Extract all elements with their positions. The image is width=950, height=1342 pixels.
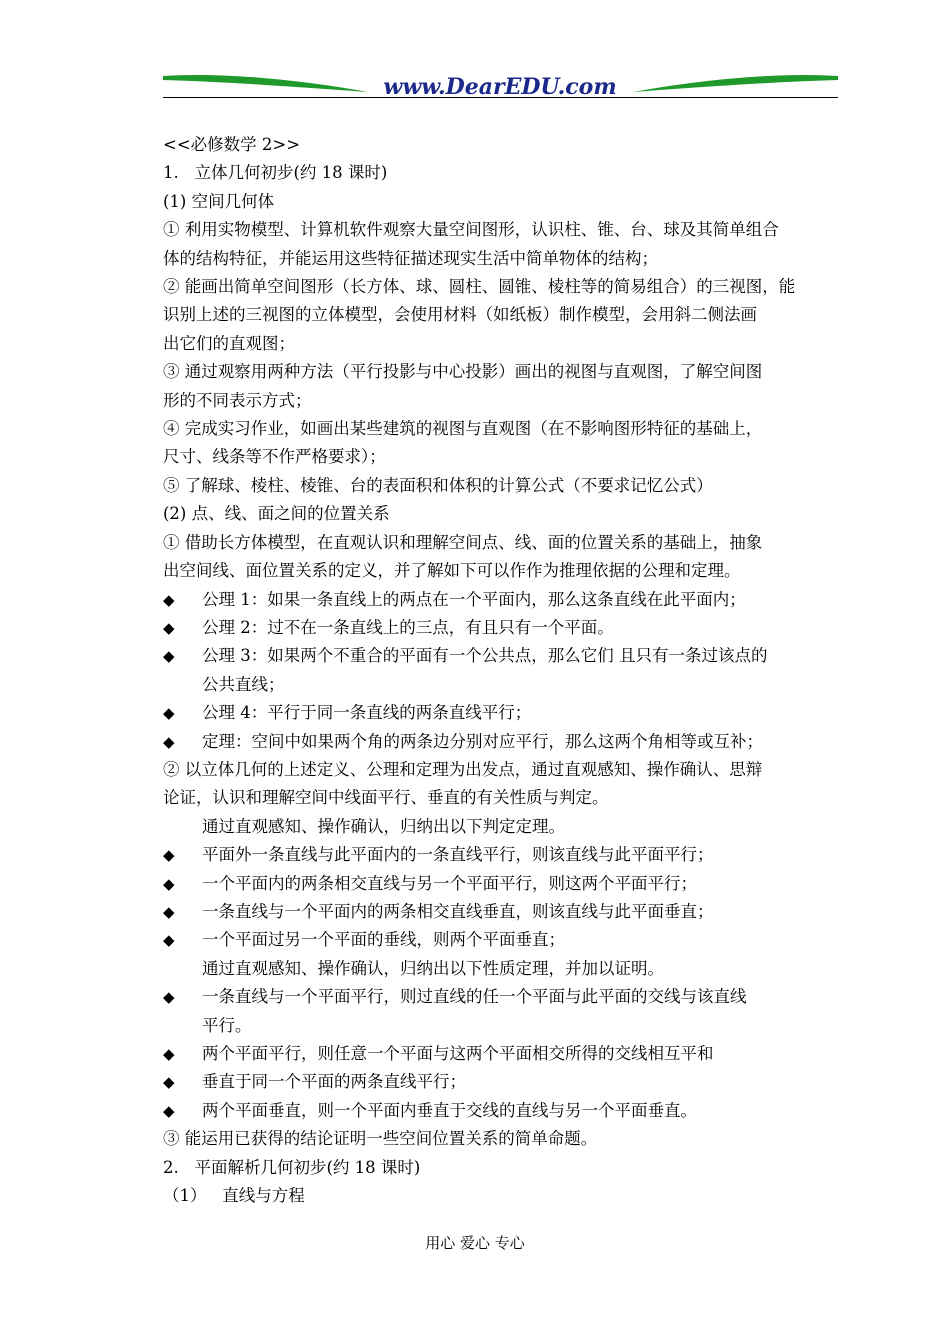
text-line: ③ 通过观察用两种方法（平行投影与中心投影）画出的视图与直观图，了解空间图	[163, 362, 763, 382]
bullet-diamond-icon: ◆	[163, 874, 175, 893]
judge-text: 一条直线与一个平面内的两条相交直线垂直，则该直线与此平面垂直；	[202, 901, 714, 921]
bullet-diamond-icon: ◆	[163, 931, 175, 950]
section-heading-2: 2. 平面解析几何初步(约 18 课时)	[163, 1157, 421, 1177]
subsection-heading-2-1: （1） 直线与方程	[163, 1186, 305, 1206]
theorem-text: 定理：空间中如果两个角的两条边分别对应平行，那么这两个角相等或互补；	[202, 731, 763, 751]
logo-text: www.DearEDU.com	[383, 74, 617, 100]
page-footer: 用心 爱心 专心	[425, 1234, 525, 1252]
property-item	[163, 1068, 843, 1096]
text-line: ② 能画出简单空间图形（长方体、球、圆柱、圆锥、棱柱等的简易组合）的三视图，能	[163, 277, 796, 297]
left-swoosh	[163, 75, 368, 92]
property-text: 垂直于同一个平面的两条直线平行；	[202, 1072, 466, 1092]
axiom-continuation: 公共直线；	[202, 674, 285, 694]
text-line: ① 借助长方体模型，在直观认识和理解空间点、线、面的位置关系的基础上，抽象	[163, 532, 763, 552]
bullet-diamond-icon: ◆	[163, 988, 175, 1007]
text-line: 体的结构特征，并能运用这些特征描述现实生活中简单物体的结构；	[163, 248, 658, 268]
axiom-text: 公理 1：如果一条直线上的两点在一个平面内，那么这条直线在此平面内；	[202, 589, 746, 609]
bullet-diamond-icon: ◆	[163, 590, 175, 609]
subsection-heading-1-2: (2) 点、线、面之间的位置关系	[163, 504, 390, 524]
judge-item	[163, 870, 843, 898]
bullet-diamond-icon: ◆	[163, 846, 175, 865]
right-swoosh	[633, 75, 838, 92]
doc-title: <<必修数学 2>>	[163, 135, 301, 154]
text-line: 尺寸、线条等不作严格要求）；	[163, 447, 386, 467]
property-text: 一条直线与一个平面平行，则过直线的任一个平面与此平面的交线与该直线	[202, 987, 747, 1007]
text-line: ③ 能运用已获得的结论证明一些空间位置关系的简单命题。	[163, 1129, 598, 1149]
text-line: ⑤ 了解球、棱柱、棱锥、台的表面积和体积的计算公式（不要求记忆公式）	[163, 475, 713, 495]
text-line: 形的不同表示方式；	[163, 390, 312, 410]
property-intro: 通过直观感知、操作确认，归纳出以下性质定理，并加以证明。	[202, 958, 664, 978]
bullet-diamond-icon: ◆	[163, 1073, 175, 1092]
bullet-diamond-icon: ◆	[163, 902, 175, 921]
axiom-item	[163, 642, 843, 670]
section-heading-1: 1. 立体几何初步(约 18 课时)	[163, 163, 388, 183]
judge-item	[163, 898, 843, 926]
axiom-text: 公理 3：如果两个不重合的平面有一个公共点，那么它们 且只有一条过该点的	[202, 646, 768, 666]
text-line: ① 利用实物模型、计算机软件观察大量空间图形，认识柱、锥、台、球及其简单组合	[163, 220, 779, 240]
judge-text: 一个平面过另一个平面的垂线，则两个平面垂直；	[202, 930, 565, 950]
document-body	[163, 131, 843, 1210]
judge-item	[163, 926, 843, 954]
judge-text: 一个平面内的两条相交直线与另一个平面平行，则这两个平面平行；	[202, 873, 697, 893]
subsection-heading-1-1: (1) 空间几何体	[163, 191, 275, 211]
bullet-diamond-icon: ◆	[163, 647, 175, 666]
axiom-item	[163, 614, 843, 642]
text-line: ② 以立体几何的上述定义、公理和定理为出发点，通过直观感知、操作确认、思辩	[163, 759, 763, 779]
judge-text: 平面外一条直线与此平面内的一条直线平行，则该直线与此平面平行；	[202, 845, 714, 865]
bullet-diamond-icon: ◆	[163, 1045, 175, 1063]
axiom-item	[163, 586, 843, 614]
judge-intro: 通过直观感知、操作确认，归纳出以下判定定理。	[202, 816, 565, 836]
property-item	[163, 983, 843, 1011]
property-item	[163, 1040, 843, 1068]
axiom-text: 公理 4：平行于同一条直线的两条直线平行；	[202, 703, 532, 723]
bullet-diamond-icon: ◆	[163, 618, 175, 637]
axiom-item	[163, 699, 843, 727]
text-line: 识别上述的三视图的立体模型，会使用材料（如纸板）制作模型，会用斜二侧法画	[163, 305, 757, 325]
judge-item	[163, 841, 843, 869]
text-line: 论证，认识和理解空间中线面平行、垂直的有关性质与判定。	[163, 788, 609, 808]
bullet-diamond-icon: ◆	[163, 732, 175, 751]
text-line: 出它们的直观图；	[163, 333, 295, 353]
axiom-text: 公理 2：过不在一条直线上的三点，有且只有一个平面。	[202, 617, 614, 637]
property-continuation: 平行。	[202, 1015, 252, 1035]
header-rule	[163, 97, 838, 98]
property-item	[163, 1097, 843, 1125]
theorem-item	[163, 728, 843, 756]
bullet-diamond-icon: ◆	[163, 1101, 175, 1120]
bullet-diamond-icon: ◆	[163, 704, 175, 723]
property-text: 两个平面平行，则任意一个平面与这两个平面相交所得的交线相互平和	[202, 1044, 714, 1063]
property-text: 两个平面垂直，则一个平面内垂直于交线的直线与另一个平面垂直。	[202, 1100, 697, 1120]
text-line: ④ 完成实习作业，如画出某些建筑的视图与直观图（在不影响图形特征的基础上，	[163, 419, 763, 439]
text-line: 出空间线、面位置关系的定义，并了解如下可以作作为推理依据的公理和定理。	[163, 561, 741, 581]
